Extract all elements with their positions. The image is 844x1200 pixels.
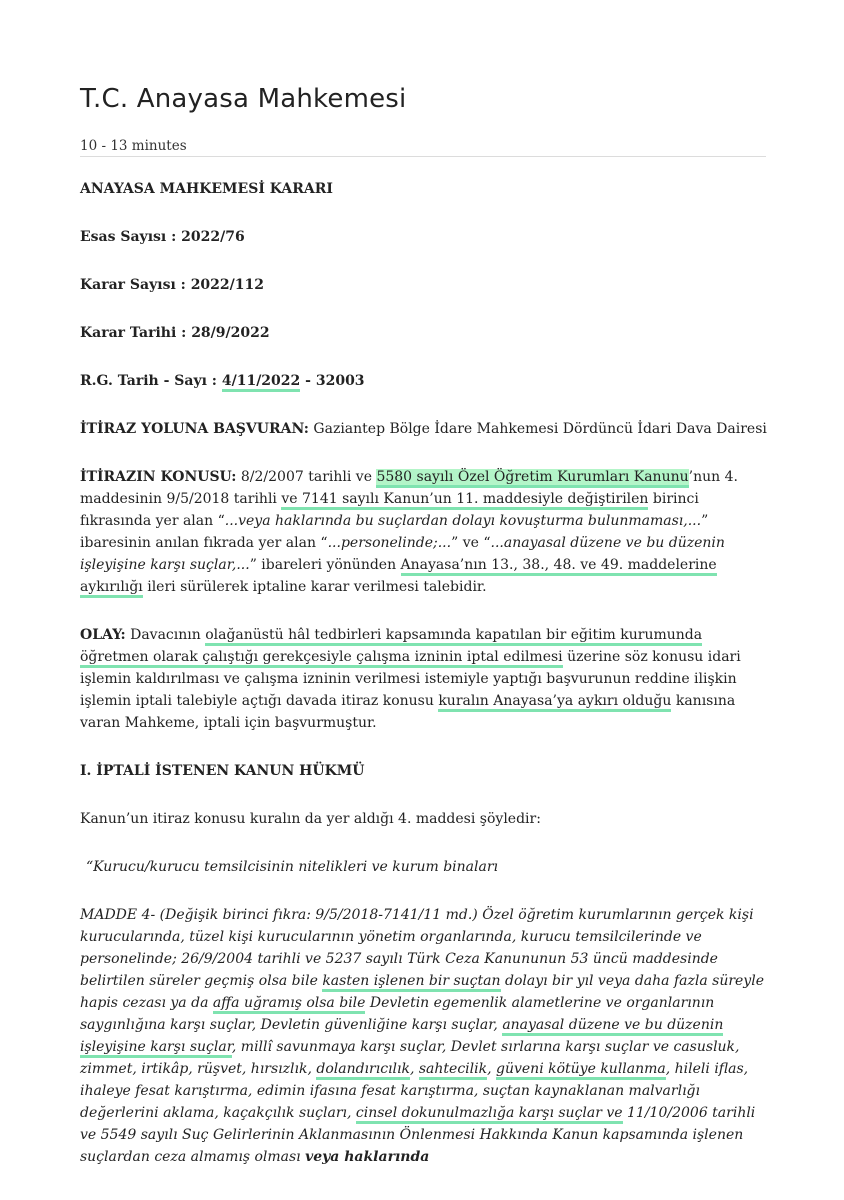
basvuran-text: Gaziantep Bölge İdare Mahkemesi Dördüncü İdari Dava Dairesi [308, 421, 767, 437]
konu-text-7: ileri sürülerek iptaline karar verilmesi talebidir. [142, 579, 487, 595]
header-divider [80, 156, 766, 157]
karar-number: Karar Sayısı : 2022/112 [80, 277, 264, 293]
madde-highlight-3[interactable]: anayasal düzene ve bu düzenin işleyişine karşı suçlar [80, 1017, 723, 1058]
rg-prefix: R.G. Tarih - Sayı : [80, 373, 222, 389]
madde-highlight-2[interactable]: affa uğramış olsa bile [213, 995, 366, 1014]
olay-highlight-1[interactable]: olağanüstü hâl tedbirleri kapsamında kapatılan bir eğitim kurumunda öğretmen olarak çalıştığı gerekçesiyle çalışma izninin iptal edilmesi [80, 627, 702, 668]
section-heading: I. İPTALİ İSTENEN KANUN HÜKMÜ [80, 763, 365, 779]
olay-highlight-2[interactable]: kuralın Anayasa’ya aykırı olduğu [438, 693, 671, 712]
olay-text-1: Davacının [125, 627, 206, 643]
madde-text-8: 11/10/2006 tarihli ve 5549 sayılı Suç Gelirlerinin Aklanmasının Önlenmesi Hakkında Kanun kapsamında işlenen suçlardan ceza almamış olması [80, 1105, 756, 1165]
madde-bold-text: veya haklarında [305, 1149, 430, 1165]
konu-text-2: ’nun 4. maddesinin 9/5/2018 tarihli [80, 469, 738, 507]
konu-highlight-2[interactable]: ve 7141 sayılı Kanun’un 11. maddesiyle değiştirilen [281, 491, 648, 510]
madde-highlight-6[interactable]: güveni kötüye kullanma [496, 1061, 666, 1080]
rg-date-highlight[interactable]: 4/11/2022 [222, 373, 300, 392]
rg-date-number [80, 370, 770, 392]
esas-number: Esas Sayısı : 2022/76 [80, 229, 245, 245]
karar-date: Karar Tarihi : 28/9/2022 [80, 325, 270, 341]
madde-text-5: , [409, 1061, 419, 1077]
madde-text-1: MADDE 4- (Değişik birinci fıkra: 9/5/2018-7141/11 md.) Özel öğretim kurumlarının gerçek kişi kurucularında, tüzel kişi kurucularının yönetim organlarında, kurucu temsilcilerinde ve personelinde; 26/9/2004 tarihli ve 5237 sayılı Türk Ceza Kanununun 53 üncü maddesinde belirtilen süreler geçmiş olsa bile [80, 907, 754, 989]
decision-heading: ANAYASA MAHKEMESİ KARARI [80, 181, 333, 197]
konu-text-1: 8/2/2007 tarihli ve [236, 469, 377, 485]
madde-text-6: , [487, 1061, 496, 1077]
konu-text-6: ” ibareleri yönünden [249, 557, 401, 573]
madde-highlight-7[interactable]: cinsel dokunulmazlığa karşı suçlar ve [356, 1105, 623, 1124]
basvuran-paragraph [80, 418, 770, 440]
madde-text-2: dolayı bir yıl veya daha fazla süreyle hapis cezası ya da [80, 973, 764, 1011]
page-title: T.C. Anayasa Mahkemesi [80, 84, 407, 114]
konu-highlight-1[interactable]: 5580 sayılı Özel Öğretim Kurumları Kanunu [376, 469, 688, 488]
quote-title: “Kurucu/kurucu temsilcisinin nitelikleri ve kurum binaları [86, 859, 498, 875]
olay-text-3: kanısına varan Mahkeme, iptali için başvurmuştur. [80, 693, 736, 731]
konu-text-5: ” ve “ [451, 535, 491, 551]
madde-highlight-4[interactable]: dolandırıcılık [316, 1061, 410, 1080]
olay-paragraph [80, 624, 770, 734]
madde-text-4: , millî savunmaya karşı suçlar, Devlet sırlarına karşı suçlar ve casusluk, zimmet, irtikâp, rüşvet, hırsızlık, [80, 1039, 740, 1077]
madde-text-3: Devletin egemenlik alametlerine ve organlarının saygınlığına karşı suçlar, Devletin güvenliğine karşı suçlar, [80, 995, 715, 1033]
section-intro: Kanun’un itiraz konusu kuralın da yer aldığı 4. maddesi şöyledir: [80, 811, 541, 827]
basvuran-label: İTİRAZ YOLUNA BAŞVURAN: [80, 421, 309, 437]
reading-time: 10 - 13 minutes [80, 138, 187, 154]
article-body [80, 178, 770, 1194]
konu-highlight-3[interactable]: Anayasa’nın 13., 38., 48. ve 49. maddelerine aykırılığı [80, 557, 717, 598]
konu-paragraph [80, 466, 770, 598]
konu-quote-2: ...personelinde;... [327, 535, 452, 551]
konu-quote-3: ...anayasal düzene ve bu düzenin işleyişine karşı suçlar,... [80, 535, 725, 573]
rg-suffix: - 32003 [300, 373, 365, 389]
konu-label: İTİRAZIN KONUSU: [80, 469, 237, 485]
olay-text-2: üzerine söz konusu idari işlemin kaldırılması ve çalışma izninin verilmesi istemiyle yaptığı başvurunun reddine ilişkin işlemin iptali talebiyle açtığı davada itiraz konusu [80, 649, 741, 709]
konu-text-3: birinci fıkrasında yer alan “ [80, 491, 699, 529]
madde-text-7: , hileli iflas, ihaleye fesat karıştırma, edimin ifasına fesat karıştırma, suçtan kaynaklanan malvarlığı değerlerini aklama, kaçakçılık suçları, [80, 1061, 749, 1121]
konu-text-4: ” ibaresinin anılan fıkrada yer alan “ [80, 513, 709, 551]
madde-4-text [80, 904, 770, 1168]
madde-highlight-1[interactable]: kasten işlenen bir suçtan [322, 973, 500, 992]
konu-quote-1: ...veya haklarında bu suçlardan dolayı kovuşturma bulunmaması,... [224, 513, 702, 529]
olay-label: OLAY: [80, 627, 126, 643]
madde-highlight-5[interactable]: sahtecilik [419, 1061, 487, 1080]
